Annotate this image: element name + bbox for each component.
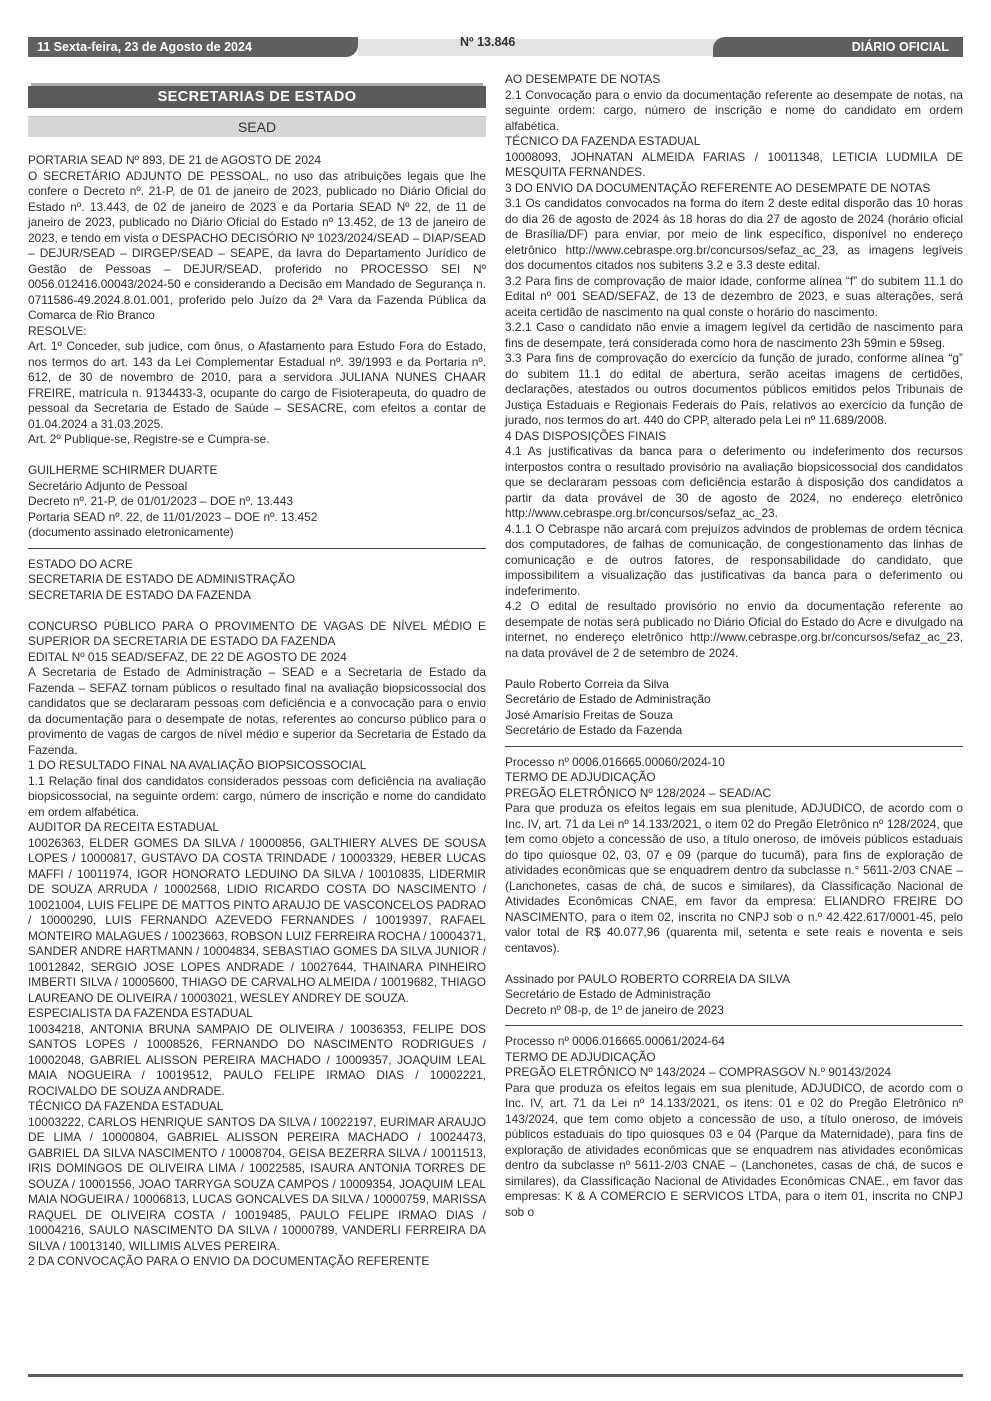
termo-adjudicacao-143 (505, 1034, 963, 1220)
doc-line: 2 DA CONVOCAÇÃO PARA O ENVIO DA DOCUMENTAÇÃO REFERENTE (28, 1254, 430, 1268)
doc-line: Secretário de Estado de Administração (505, 692, 711, 706)
doc-line: Portaria SEAD nº. 22, de 11/01/2023 – DOE nº. 13.452 (28, 509, 318, 524)
edital-015-continued (505, 72, 963, 739)
doc-line: ESTADO DO ACRE (28, 556, 133, 571)
doc-line: 3.2.1 Caso o candidato não envie a imagem legível da certidão de nascimento para fins de desempate, terá considerada como hora de nascimento 23h 59min e 59seg. (505, 320, 963, 350)
doc-line: PORTARIA SEAD Nº 893, DE 21 de AGOSTO DE 2024 (28, 153, 322, 167)
section-title: SECRETARIAS DE ESTADO (28, 86, 486, 108)
header-date: 11 Sexta-feira, 23 de Agosto de 2024 (28, 37, 358, 57)
doc-line: PREGÃO ELETRÔNICO Nº 128/2024 – SEAD/AC (505, 785, 772, 800)
doc-line: Decreto nº 08-p, de 1º de janeiro de 2023 (505, 1002, 724, 1017)
doc-line: TÉCNICO DA FAZENDA ESTADUAL (505, 134, 701, 148)
doc-line: SECRETARIA DE ESTADO DA FAZENDA (28, 587, 251, 602)
doc-line: 4 DAS DISPOSIÇÕES FINAIS (505, 428, 667, 443)
doc-line: 10026363, ELDER GOMES DA SILVA / 10000856, GALTHIERY ALVES DE SOUSA LOPES / 10000817, GUSTAVO DA COSTA TRINDADE / 10003329, HEBER LUCAS MAFFI / 10011974, IGOR HONORATO LEDUINO DA SILVA / 10010835, LIDERMIR DE SOUZA ARRUDA / 10002568, LIDIO RICARDO COSTA DO NASCIMENTO / 10021004, LUIS FELIPE DE MATTOS PINTO ARAUJO DE VASCONCELOS PADRAO / 10000290, LUIS FERNANDO AZEVEDO FERNANDES / 10019397, RAFAEL MONTEIRO MALAGUES / 10023663, ROBSON LUIZ FERREIRA ROCHA / 10004371, SANDER ANDRE HARTMANN / 10004834, SEBASTIAO GOMES DA SILVA JUNIOR / 10012842, SERGIO JOSE LOPES ANDRADE / 10027644, THAINARA PINHEIRO IMBERTI SILVA / 10005600, THIAGO DE CARVALHO ALMEIDA / 10019682, THIAGO LAUREANO DE OLIVEIRA / 10003021, WESLEY ANDREY DE SOUZA. (28, 835, 486, 1005)
doc-line: 10008093, JOHNATAN ALMEIDA FARIAS / 10011348, LETICIA LUDMILA DE MESQUITA FERNANDES. (505, 149, 963, 179)
page-header (28, 37, 963, 57)
doc-line: PREGÃO ELETRÔNICO Nº 143/2024 – COMPRASGOV N.º 90143/2024 (505, 1065, 892, 1079)
doc-line: AUDITOR DA RECEITA ESTADUAL (28, 820, 219, 834)
doc-line: 1.1 Relação final dos candidatos considerados pessoas com deficiência na avaliação biopsicossocial, na seguinte ordem: cargo, número de inscrição e nome do candidato em ordem alfabética. (28, 773, 486, 819)
doc-line: 4.1 As justificativas da banca para o deferimento ou indeferimento dos recursos interpostos contra o resultado provisório na avaliação biopsicossocial dos candidatos que se declararam pessoas com deficiência estarão à disposição dos candidatos a partir da data provável de 30 de agosto de 2024, no endereço eletrônico http://www.cebraspe.org.br/concursos/sefaz_ac_23. (505, 444, 963, 520)
signature-name: Paulo Roberto Correia da Silva (505, 676, 669, 691)
signature-name: José Amarísio Freitas de Souza (505, 707, 673, 722)
edition-number: Nº 13.846 (460, 35, 516, 49)
doc-line: Processo nº 0006.016665.00060/2024-10 (505, 754, 725, 769)
doc-line: Para que produza os efeitos legais em sua plenitude, ADJUDICO, de acordo com o Inc. IV, art. 71 da Lei nº 14.133/2021, o item 02 do Pregão Eletrônico nº 128/2024, que tem como objeto a concessão de uso, a título oneroso, de imóveis públicos estaduais do tipo quiosque 02, 03, 07 e 09 (parque do tucumã), para fins de exploração de atividades econômicas que se enquadrem dentro da subclasse n.° 5611-2/03 CNAE – (Lanchonetes, casas de chá, de sucos e similares), da Classificação Nacional de Atividades Econômicas CNAE, em favor da empresa: ELIANDRO FREIRE DO NASCIMENTO, para o item 02, inscrita no CNPJ sob o n.º 42.422.617/0001-45, pelo valor total de R$ 40.077,96 (quarenta mil, setenta e sete reais e noventa e seis centavos). (505, 801, 963, 955)
left-column (28, 153, 486, 1270)
termo-adjudicacao-128 (505, 755, 963, 1019)
doc-line: Art. 2º Publique-se, Registre-se e Cumpra-se. (28, 432, 270, 446)
footer-rule (28, 1374, 963, 1377)
doc-line: Para que produza os efeitos legais em sua plenitude, ADJUDICO, de acordo com o Inc. IV, art. 71 da Lei nº 14.133/2021, os itens: 01 e 02 do Pregão Eletrônico nº 143/2024, que tem como objeto a concessão de uso, a título oneroso, de imóveis públicos estaduais do tipo quiosques 03 e 04 (Parque da Maternidade), para fins de exploração de atividades econômicas que se enquadrem nas atividades econômicas dentro da subclasse nº 5611-2/03 CNAE – (Lanchonetes, casas de chá, de sucos e similares), da Classificação Nacional de Atividades Econômicas CNAE., em favor das empresas: K & A COMERCIO E SERVICOS LTDA, para o item 01, inscrita no CNPJ sob o (505, 1080, 963, 1219)
doc-line: 10003222, CARLOS HENRIQUE SANTOS DA SILVA / 10022197, EURIMAR ARAUJO DE LIMA / 10000804, GABRIEL ALISSON PEREIRA MACHADO / 10024473, GABRIEL DA SILVA NASCIMENTO / 10008704, GEISA BEZERRA SILVA / 10011513, IRIS DOMINGOS DE OLIVEIRA LIMA / 10022585, ISAURA ANTONIA TORRES DE SOUZA / 10001556, JOAO TARRYGA SOUZA CAMPOS / 10009354, JOAQUIM LEAL MAIA NOGUEIRA / 10006813, LUCAS GONCALVES DA SILVA / 10000759, MARISSA RAQUEL DE OLIVEIRA COSTA / 10019485, PAULO FELIPE IRMAO DIAS / 10004216, SAULO NASCIMENTO DA SILVA / 10000789, VANDERLI FERREIRA DA SILVA / 10013140, WILLIMIS ALVES PEREIRA. (28, 1114, 486, 1253)
doc-line: 2.1 Convocação para o envio da documentação referente ao desempate de notas, na seguinte ordem: cargo, número de inscrição e nome do candidato em ordem alfabética. (505, 87, 963, 133)
doc-line: Secretário de Estado de Administração (505, 987, 711, 1001)
section-divider (28, 548, 486, 549)
doc-line: (documento assinado eletronicamente) (28, 525, 234, 539)
signature-name: GUILHERME SCHIRMER DUARTE (28, 463, 218, 477)
doc-line: 1 DO RESULTADO FINAL NA AVALIAÇÃO BIOPSICOSSOCIAL (28, 758, 367, 772)
doc-line: Secretário Adjunto de Pessoal (28, 478, 188, 493)
doc-line: 3 DO ENVIO DA DOCUMENTAÇÃO REFERENTE AO DESEMPATE DE NOTAS (505, 180, 931, 195)
doc-line: O SECRETÁRIO ADJUNTO DE PESSOAL, no uso das atribuições legais que lhe confere o Decreto nº. 21-P, de 01 de janeiro de 2023, publicado no Diário Oficial do Estado nº. 13.443, de 02 de janeiro de 2023 e da Portaria SEAD Nº 22, de 11 de janeiro de 2023, publicado no Diário Oficial do Estado nº 13.452, de 13 de janeiro de 2023, e tendo em vista o DESPACHO DECISÓRIO Nº 1023/2024/SEAD – DIAP/SEAD – DEJUR/SEAD – DIRGEP/SEAD – SEAPE, da lavra do Departamento Jurídico de Gestão de Pessoas – DEJUR/SEAD, proferido no PROCESSO SEI Nº 0056.012416.00043/2024-50 e considerando a Decisão em Mandado de Segurança n. 0711586-49.2024.8.01.001, proferido pelo Juízo da 2ª Vara da Fazenda Pública da Comarca de Rio Branco (28, 168, 486, 322)
doc-line: RESOLVE: (28, 323, 87, 338)
doc-line: ESPECIALISTA DA FAZENDA ESTADUAL (28, 1006, 253, 1020)
doc-line: SECRETARIA DE ESTADO DE ADMINISTRAÇÃO (28, 572, 296, 586)
doc-line: AO DESEMPATE DE NOTAS (505, 72, 661, 86)
publication-title: DIÁRIO OFICIAL (713, 37, 963, 57)
doc-line: 10034218, ANTONIA BRUNA SAMPAIO DE OLIVEIRA / 10036353, FELIPE DOS SANTOS LOPES / 10008526, FERNANDO DO NASCIMENTO RODRIGUES / 10002048, GABRIEL ALISSON PEREIRA MACHADO / 10009357, JOAQUIM LEAL MAIA NOGUEIRA / 10019512, PAULO FELIPE IRMAO DIAS / 10002221, ROCIVALDO DE SOUZA ANDRADE. (28, 1021, 486, 1098)
section-subtitle: SEAD (28, 116, 486, 137)
doc-line: Secretário de Estado da Fazenda (505, 723, 683, 737)
doc-line: 4.2 O edital de resultado provisório no envio da documentação referente ao desempate de notas será publicado no Diário Oficial do Estado do Acre e divulgado na internet, no endereço eletrônico http://www.cebraspe.org.br/concursos/sefaz_ac_23, na data provável de 2 de setembro de 2024. (505, 599, 963, 660)
doc-line: 3.1 Os candidatos convocados na forma do item 2 deste edital disporão das 10 horas do dia 26 de agosto de 2024 às 18 horas do dia 27 de agosto de 2024 (horário oficial de Brasília/DF) para enviar, por meio de link específico, disponível no endereço eletrônico http://www.cebraspe.org.br/concursos/sefaz_ac_23, as imagens legíveis dos documentos citados nos subitens 3.2 e 3.3 deste edital. (505, 196, 963, 272)
section-divider (505, 1025, 963, 1026)
doc-line: A Secretaria de Estado de Administração – SEAD e a Secretaria de Estado da Fazenda – SEFAZ tornam públicos o resultado final na avaliação biopsicossocial dos candidatos que se declararam pessoas com deficiência e a convocação para o envio da documentação para o desempate de notas, referentes ao concurso público para o provimento de vagas de cargos de nível médio e superior da Secretaria de Estado da Fazenda. (28, 665, 486, 757)
section-divider (505, 746, 963, 747)
doc-line: TERMO DE ADJUDICAÇÃO (505, 1049, 656, 1064)
doc-line: 4.1.1 O Cebraspe não arcará com prejuízos advindos de problemas de ordem técnica dos computadores, de falhas de comunicação, de congestionamento das linhas de comunicação e de outros fatores, de responsabilidade do candidato, que impossibilitem a visualização das justificativas da banca para o deferimento ou indeferimento. (505, 521, 963, 598)
doc-line: Art. 1º Conceder, sub judice, com ônus, o Afastamento para Estudo Fora do Estado, nos termos do art. 143 da Lei Complementar Estadual nº. 39/1993 e da Portaria nº. 612, de 30 de novembro de 2010, para a servidora JULIANA NUNES CHAAR FREIRE, matrícula n. 9134433-3, ocupante do cargo de Fisioterapeuta, do quadro de pessoal da Secretaria de Estado de Saúde – SESACRE, com efeitos a contar de 01.04.2024 a 31.03.2025. (28, 339, 486, 431)
doc-line: 3.3 Para fins de comprovação do exercício da função de jurado, conforme alínea “g” do subitem 11.1 do edital de abertura, serão aceitas imagens de certidões, declarações, atestados ou outros documentos públicos emitidos pelos Tribunais de Justiça Estaduais e Regionais Federais do País, relativos ao exercício da função de jurado, nos termos do art. 440 do CPP, alterado pela Lei nº 11.689/2008. (505, 351, 963, 427)
edital-015 (28, 557, 486, 1270)
doc-line: Assinado por PAULO ROBERTO CORREIA DA SILVA (505, 971, 791, 986)
doc-line: Processo nº 0006.016665.00061/2024-64 (505, 1034, 725, 1048)
doc-line: CONCURSO PÚBLICO PARA O PROVIMENTO DE VAGAS DE NÍVEL MÉDIO E SUPERIOR DA SECRETARIA DE ESTADO DA FAZENDA (28, 618, 486, 648)
doc-line: 3.2 Para fins de comprovação de maior idade, conforme alínea “f” do subitem 11.1 do Edital nº 001 SEAD/SEFAZ, de 13 de dezembro de 2023, e suas alterações, será aceita certidão de nascimento na qual conste o horário do nascimento. (505, 273, 963, 319)
doc-line: EDITAL Nº 015 SEAD/SEFAZ, DE 22 DE AGOSTO DE 2024 (28, 649, 347, 664)
portaria-893 (28, 153, 486, 541)
doc-line: TERMO DE ADJUDICAÇÃO (505, 770, 656, 784)
doc-line: Decreto nº. 21-P, de 01/01/2023 – DOE nº. 13.443 (28, 494, 293, 508)
right-column (505, 72, 963, 1220)
doc-line: TÉCNICO DA FAZENDA ESTADUAL (28, 1099, 224, 1113)
